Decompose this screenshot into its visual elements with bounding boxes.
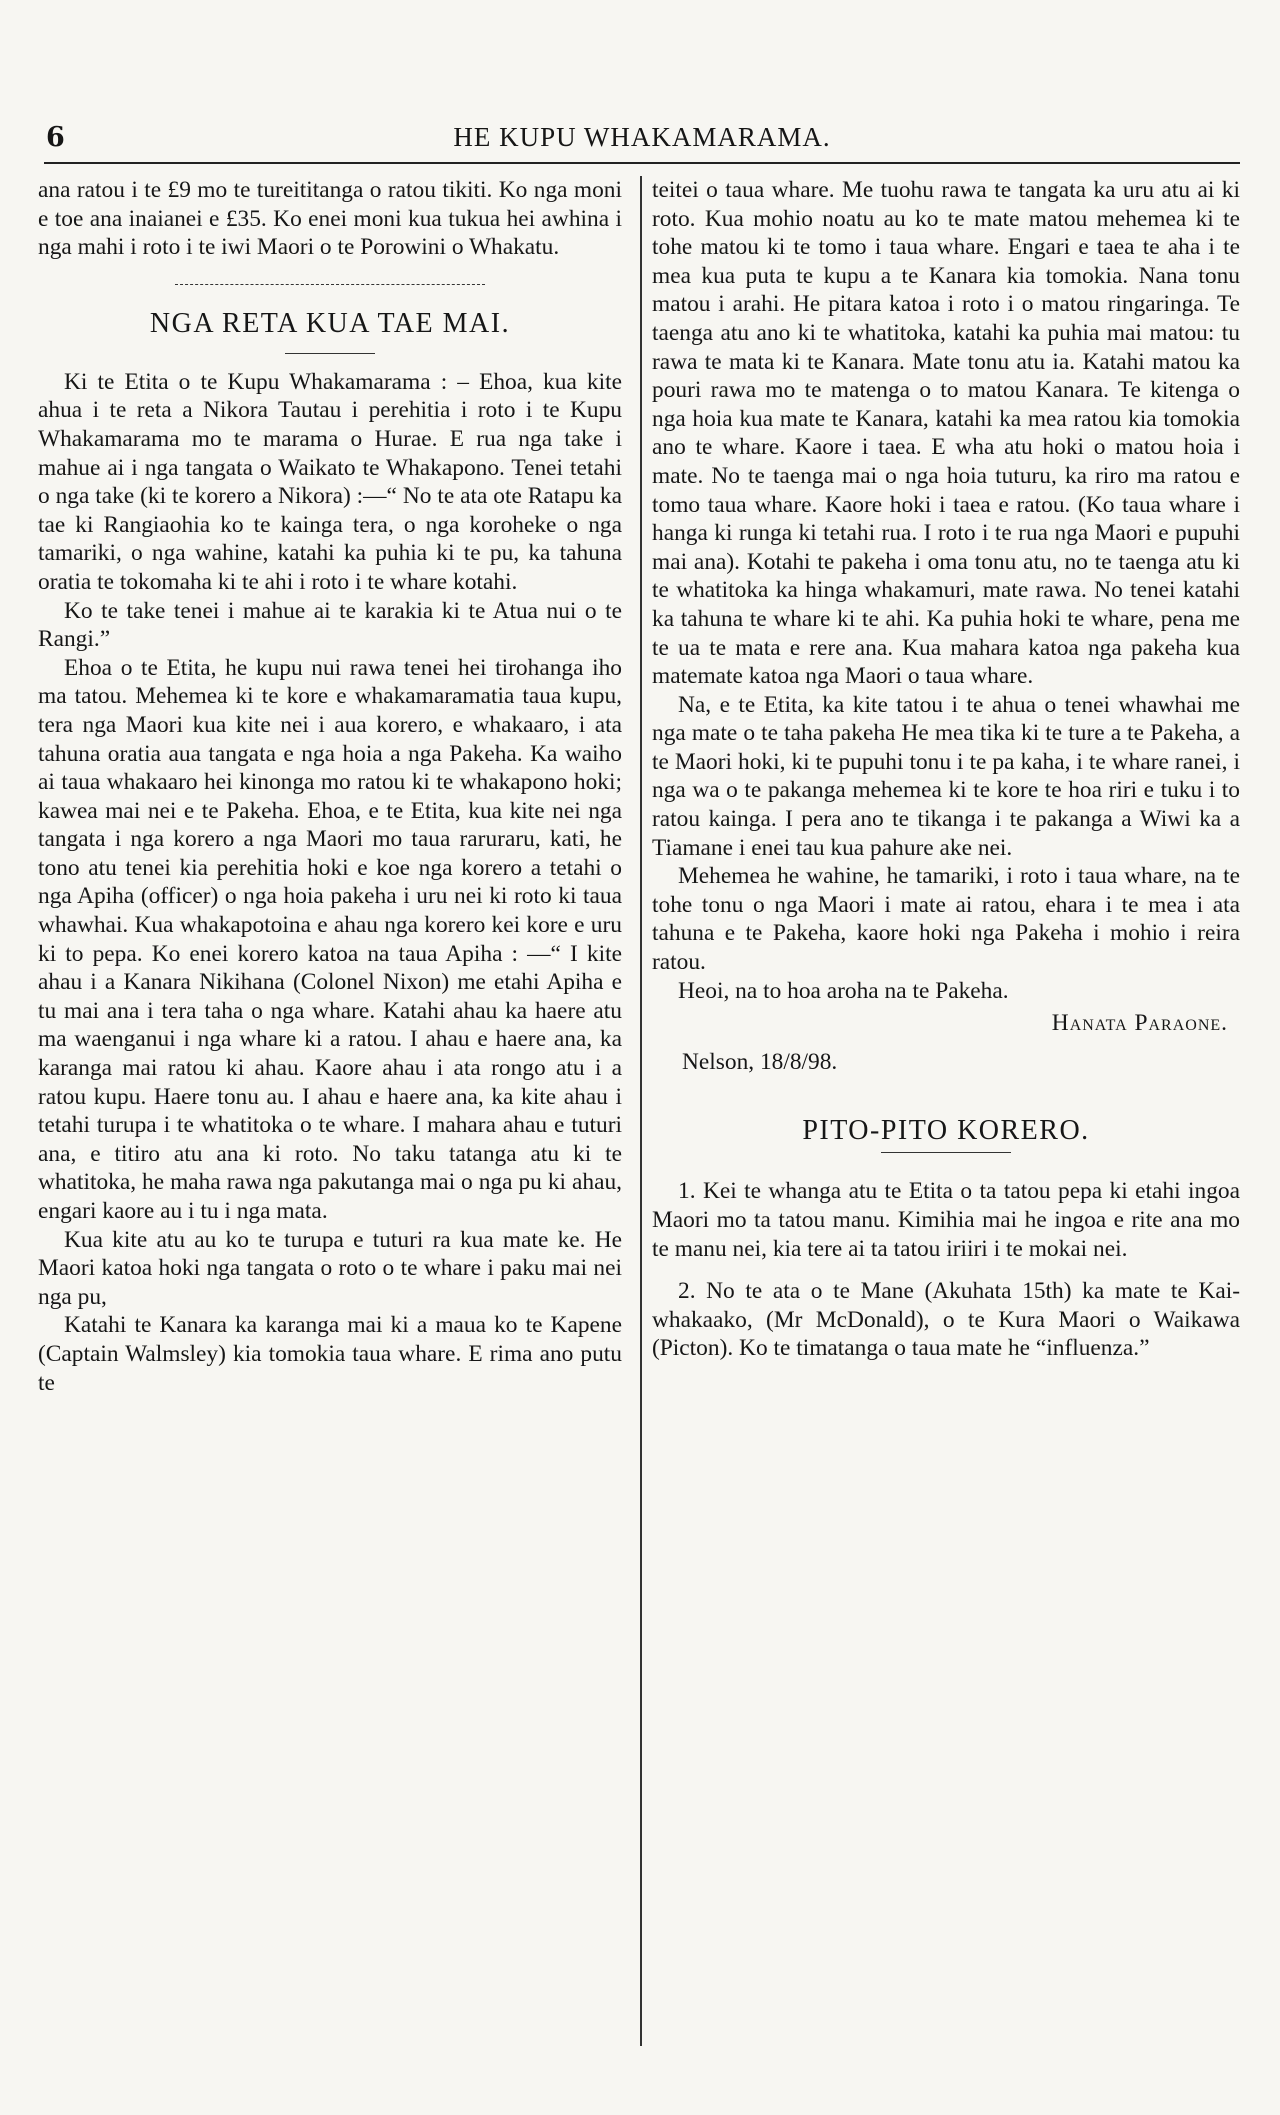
letter-paragraph-2: Ko te take tenei i mahue ai te karakia ki te Atua nui o te Rangi.” [38, 597, 622, 653]
letter-paragraph-7: Mehemea he wahine, he tamariki, i roto i taua whare, na te tohe tonu o nga Maori i mate ai ratou, ehara i te mea i ata tahuna e te Pakeha, kaore hoki nga Pakeha i mohio i reira ratou. [652, 863, 1240, 976]
column-divider [640, 176, 642, 2046]
running-title: HE KUPU WHAKAMARAMA. [453, 122, 831, 152]
page-number: 6 [46, 122, 65, 153]
letter-closing: Heoi, na to hoa aroha na te Pakeha. [678, 977, 1009, 1004]
left-column [38, 176, 622, 1397]
letter-paragraph-6: Na, e te Etita, ka kite tatou i te ahua o tenei whawhai me nga mate o te taha pakeha He mea tika ki te ture a te Pakeha, a te Maori hoki, ki te pupuhi tonu i te pa kaha, i te whare ranei, i nga wa o te pakanga mehemea ki te kore te hoa riri e tuku i to ratou kainga. I pera ano te tikanga i te pakanga a Wiwi ka a Tiamane i enei tau kua pahure ake nei. [652, 691, 1240, 861]
letter-continuation: teitei o taua whare. Me tuohu rawa te tangata ka uru atu ai ki roto. Kua mohio noatu au ko te mate matou mehemea ki te tohe matou ki te tomo i taua whare. Engari e taea te aha i te mea kua puta te kupu a te Kanara kia tomokia. Nana tonu matou i arahi. He pitara katoa i roto i o matou ringaringa. Te taenga atu ano ki te whatitoka, katahi ka puhia mai matou: tu rawa te mata ki te Kanara. Mate tonu atu ia. Katahi matou ka pouri rawa mo te matenga o to matou Kanara. Te kitenga o nga hoia kua mate te Kanara, katahi ka mea ratou kia tomokia ano te whare. Kaore i taea. E wha atu hoki o matou hoia i mate. No te taenga mai o nga hoia tuturu, ka riro ma ratou e tomo taua whare. Kaore hoki i taea e ratou. (Ko taua whare i hanga ki runga ki tetahi rua. I roto i te rua nga Maori e pupuhi mai ana). Kotahi te pakeha i oma tonu atu, no te taenga atu ki te whatitoka ka hinga whakamuri, mate rawa. No tenei katahi ka tahuna te whare ki te ahi. Ka puhia hoki te whare, pena me te ua te mata e rere ana. Kua mahara katoa nga pakeha kua matemate katoa nga Maori o taua whare. [652, 177, 1240, 690]
news-item-1: 1. Kei te whanga atu te Etita o ta tatou pepa ki etahi ingoa Maori mo ta tatou manu. Kimihia mai he ingoa e rite ana mo te manu nei, kia tere ai ta tatou iriiri i te mokai nei. [652, 1178, 1240, 1262]
letter-paragraph-4: Kua kite atu au ko te turupa e tuturi ra kua mate ke. He Maori katoa hoki nga tangata o roto o te whare i paku mai nei nga pu, [38, 1226, 622, 1310]
right-column [652, 176, 1240, 1363]
heading-underline [881, 1152, 1011, 1153]
page-header [44, 118, 1240, 164]
separator-rule [175, 284, 485, 285]
letter-signature: Hanata Paraone. [1051, 1010, 1228, 1037]
news-item-2: 2. No te ata o te Mane (Akuhata 15th) ka mate te Kai-whakaako, (Mr McDonald), o te Kura Maori o Waikawa (Picton). Ko te timatanga o taua mate he “influenza.” [652, 1278, 1240, 1362]
letter-paragraph-5: Katahi te Kanara ka karanga mai ki a maua ko te Kapene (Captain Walmsley) kia tomokia taua whare. E rima ano putu te [38, 1312, 622, 1396]
section-heading-news: PITO-PITO KORERO. [802, 1115, 1090, 1147]
letter-paragraph-3: Ehoa o te Etita, he kupu nui rawa tenei hei tirohanga iho ma tatou. Mehemea ki te kore e whakamaramatia taua kupu, tera nga Maori kua kite nei i aua korero, e whakaaro, i ata tahuna oratia aua tangata e nga hoia a nga Pakeha. Ka waiho ai taua whakaaro hei kinonga mo ratou ki te whakapono hoki; kawea mai nei e te Pakeha. Ehoa, e te Etita, kua kite nei nga tangata i nga korero a nga Maori mo taua raruraru, kati, he tono atu tenei kia perehitia hoki e koe nga korero a tetahi o nga Apiha (officer) o nga hoia pakeha i uru nei ki roto ki taua whawhai. Kua whakapotoina e ahau nga korero kei kore e uru ki to pepa. Ko enei korero katoa na taua Apiha : —“ I kite ahau i a Kanara Nikihana (Colonel Nixon) me etahi Apiha e tu mai ana i tera taha o nga whare. Katahi ahau ka haere atu ma waenganui i nga whare ki a ratou. I ahau e haere ana, ka karanga mai ratou ki ahau. Kaore ahau i ata rongo atu i a ratou kupu. Haere tonu au. I ahau e haere ana, ka kite ahau i tetahi turupa i te whatitoka o te whare. I mahara ahau e tuturi ana, e titiro atu ana ki roto. No taku tatanga atu ki te whatitoka, he maha rawa nga pakutanga mai o nga pu ki ahau, engari kaore au i tu i nga mata. [38, 654, 622, 1224]
place-date: Nelson, 18/8/98. [682, 1048, 838, 1075]
heading-underline [285, 353, 375, 354]
intro-paragraph: ana ratou i te £9 mo te tureititanga o ratou tikiti. Ko nga moni e toe ana inaianei e £35. Ko enei moni kua tukua hei awhina i nga mahi i roto i te iwi Maori o te Porowini o Whakatu. [38, 177, 622, 261]
section-heading-letters: NGA RETA KUA TAE MAI. [149, 307, 511, 339]
letter-paragraph-1: Ki te Etita o te Kupu Whakamarama : – Ehoa, kua kite ahua i te reta a Nikora Tautau i perehitia i roto i te Kupu Whakamarama mo te marama o Hurae. E rua nga take i mahue ai i nga tangata o Waikato te Whakapono. Tenei tetahi o nga take (ki te korero a Nikora) :—“ No te ata ote Ratapu ka tae ki Rangiaohia ko te kainga tera, o nga koroheke o nga tamariki, o nga wahine, katahi ka puhia ki te pu, ka tahuna oratia te tokomaha ki te ahi i roto i te whare kotahi. [38, 368, 622, 595]
